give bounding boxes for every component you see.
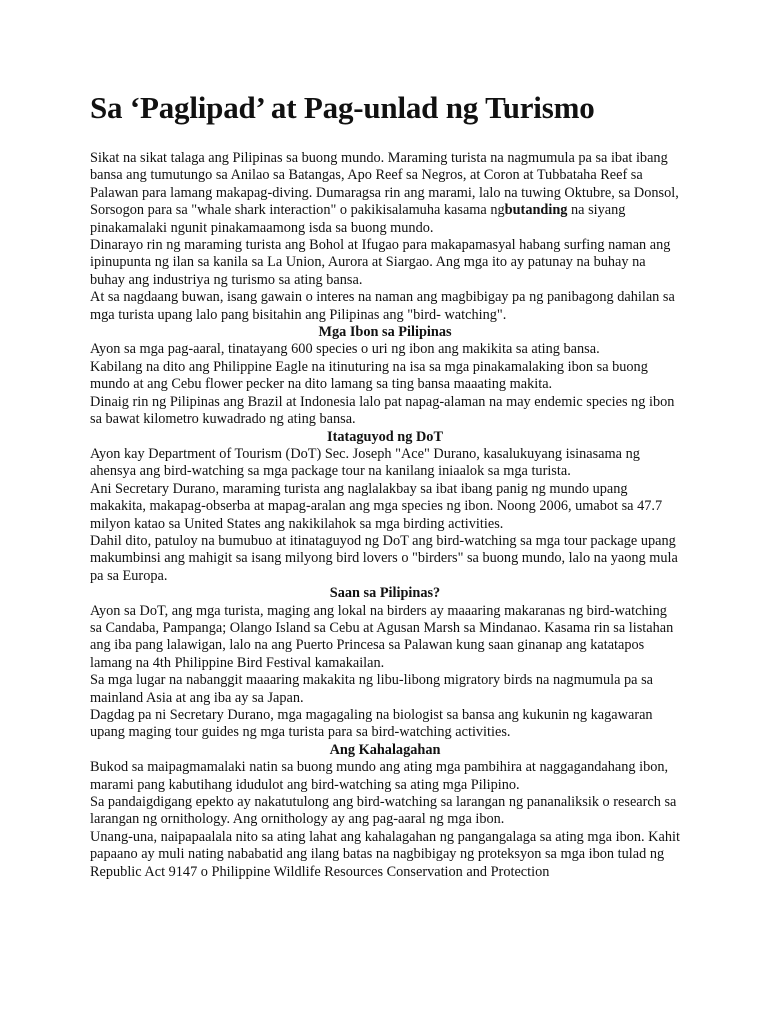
section-paragraph: Ayon sa mga pag-aaral, tinatayang 600 species o uri ng ibon ang makikita sa ating bansa. [90,341,600,358]
section-paragraph: Ayon sa DoT, ang mga turista, maging ang lokal na birders ay maaaring makaranas ng bird-watching sa Candaba, Pampanga; Olango Island sa Cebu at Agusan Marsh sa Mindanao. Kasama rin sa listahan ang iba pang lalawigan, lalo na ang Puerto Princesa sa Palawan kung saan ginanap ang katatapos lamang na 4th Philippine Bird Festival kamakailan. [90,602,674,671]
section-paragraph: Unang-una, naipapaalala nito sa ating lahat ang kahalagahan ng pangangalaga sa ating mga ibon. Kahit papaano ay muli nating nababatid ang ilang batas na nagbibigay ng proteksyon sa mga ibon tulad ng Republic Act 9147 o Philippine Wildlife Resources Conservation and Protection [90,828,680,880]
section-paragraph: Bukod sa maipagmamalaki natin sa buong mundo ang ating mga pambihira at naggagandahang ibon, marami pang kabutihang idudulot ang bird-watching sa ating mga Pilipino. [90,759,669,793]
section-paragraph: Kabilang na dito ang Philippine Eagle na itinuturing na isa sa mga pinakamalaking ibon sa buong mundo at ang Cebu flower pecker na dito lamang sa ting bansa maaating makita. [90,358,648,393]
intro-paragraph-2: Dinarayo rin ng maraming turista ang Bohol at Ifugao para makapamasyal habang surfing naman ang ipinupunta ng ilan sa kanila sa La Union, Aurora at Siargao. Ang mga ito ay patunay na buhay na buhay ang industriya ng turismo sa ating bansa. [90,237,671,288]
article-body [90,150,680,881]
section-heading-ibon: Mga Ibon sa Pilipinas [318,324,452,341]
section-heading-saan: Saan sa Pilipinas? [329,585,441,602]
page-title: Sa ‘Paglipad’ at Pag-unlad ng Turismo [90,90,595,125]
intro-bold-term: butanding [504,202,568,219]
section-paragraph: Dinaig rin ng Pilipinas ang Brazil at Indonesia lalo pat napag-alaman na may endemic species ng ibon sa bawat kilometro kuwadrado ng ating bansa. [90,393,675,428]
intro-text-after-bold: na siyang pinakamalaki ngunit pinakamaamong isda sa buong mundo. [90,202,626,236]
section-paragraph: Sa mga lugar na nabanggit maaaring makakita ng libu-libong migratory birds na nagmumula pa sa mainland Asia at ang iba ay sa Japan. [90,672,653,706]
intro-paragraph-1 [90,150,680,237]
section-paragraph: Dagdag pa ni Secretary Durano, mga magagaling na biologist sa bansa ang kukunin ng kagawaran upang maging tour guides ng mga turista para sa bird-watching activities. [90,707,653,741]
section-paragraph: Sa pandaigdigang epekto ay nakatutulong ang bird-watching sa larangan ng pananaliksik o research sa larangan ng ornithology. Ang ornithology ay ang pag-aaral ng mga ibon. [90,794,677,828]
section-paragraph: Ayon kay Department of Tourism (DoT) Sec. Joseph "Ace" Durano, kasalukuyang isinasama ng ahensya ang bird-watching sa mga package tour na kanilang iniaalok sa mga turista. [90,445,640,480]
intro-paragraph-3: At sa nagdaang buwan, isang gawain o interes na naman ang magbibigay pa ng panibagong dahilan sa mga turista upang lalo pang bisitahin ang Pilipinas ang "bird- watching". [90,289,675,323]
section-paragraph: Dahil dito, patuloy na bumubuo at itinataguyod ng DoT ang bird-watching sa mga tour package upang makumbinsi ang mahigit sa isang milyong bird lovers o "birders" sa buong mundo, lalo na yaong mula pa sa Europa. [90,532,678,584]
intro-text-before-bold: Sikat na sikat talaga ang Pilipinas sa buong mundo. Maraming turista na nagmumula pa sa ibat ibang bansa ang tumutungo sa Anilao sa Batangas, Apo Reef sa Negros, at Coron at Tubbataha Reef sa Palawan para lamang makapag-diving. Dumaragsa rin ang marami, lalo na tuwing Oktubre, sa Donsol, Sorsogon para sa "whale shark interaction" o pakikisalamuha kasama ng [90,150,679,219]
section-heading-dot: Itataguyod ng DoT [327,428,443,445]
document-page [90,88,680,881]
section-paragraph: Ani Secretary Durano, maraming turista ang naglalakbay sa ibat ibang panig ng mundo upang makakita, makapag-obserba at mapag-aralan ang mga species ng ibon. Noong 2006, umabot sa 47.7 milyon katao sa United States ang nakikilahok sa mga birding activities. [90,480,663,532]
section-heading-kahalagahan: Ang Kahalagahan [329,741,441,758]
